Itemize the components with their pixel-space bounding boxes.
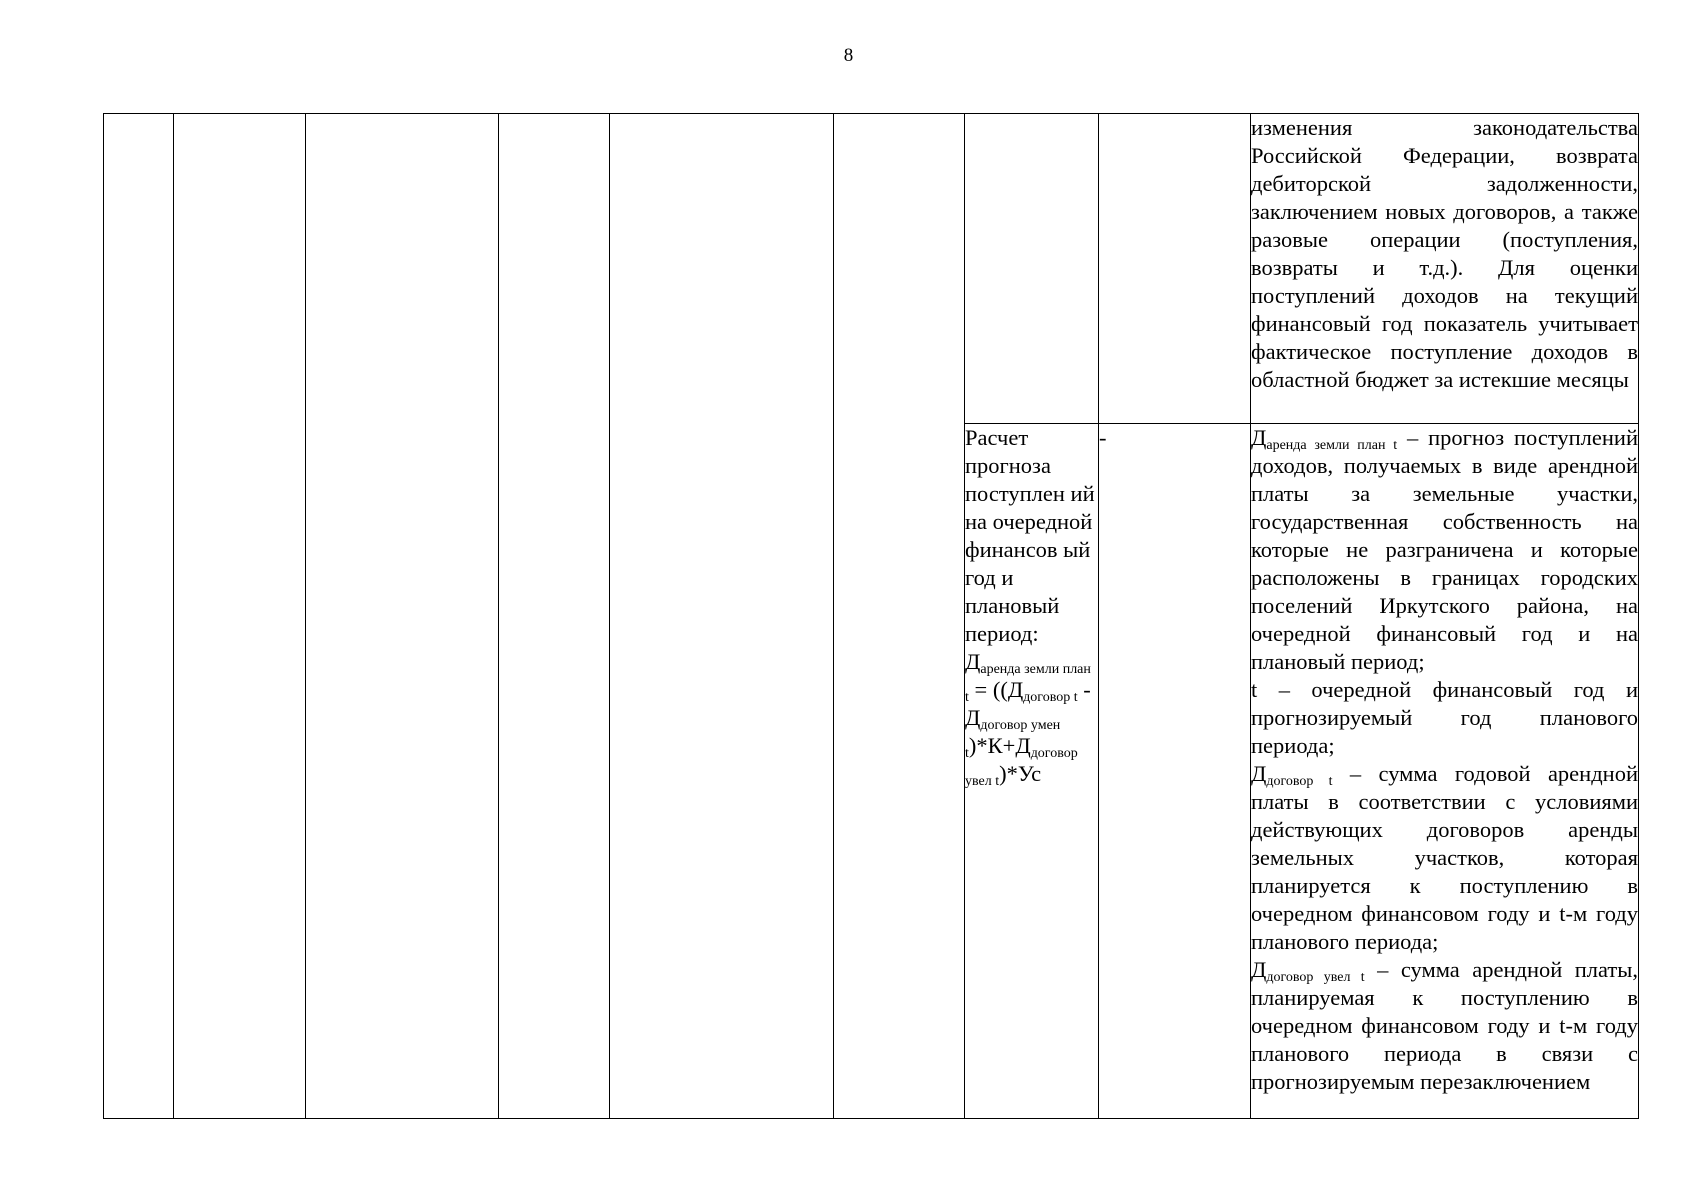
table-cell-empty <box>610 114 834 1119</box>
page-number: 8 <box>843 45 854 66</box>
definition-d-dogovor-uvel: $Д_{договор увел t}$ – сумма арендной платы, планируемая к поступлению в очередном финансовом году и t-м году планового периода в связи с прогнозируемым перезаключением <box>1251 957 1638 1094</box>
table-cell-empty <box>174 114 306 1119</box>
definitions-cell <box>1251 424 1639 1119</box>
description-text: изменения законодательства Российской Федерации, возврата дебиторской задолженности, заключением новых договоров, а также разовые операции (поступления, возвраты и т.д.). Для оценки поступлений доходов на текущий финансовый год показатель учитывает фактическое поступление доходов в областной бюджет за истекшие месяцы <box>1251 115 1638 392</box>
definition-d-dogovor: $Д_{договор t}$ – сумма годовой арендной платы в соответствии с условиями действующих договоров аренды земельных участков, которая планируется к поступлению в очередном финансовом году и t-м году планового периода; <box>1251 761 1638 954</box>
definition-d-arenda: $Д_{аренда земли план t}$ – прогноз поступлений доходов, получаемых в виде арендной платы за земельные участки, государственная собственность на которые не разграничена и которые расположены в границах городских поселений Иркутского района, на очередной финансовый год и на плановый период; <box>1251 425 1638 674</box>
dash-cell: - <box>1099 424 1251 1119</box>
table-cell-empty <box>306 114 499 1119</box>
table-row <box>104 114 1639 424</box>
method-text: Расчет прогноза поступлен ий на очередной финансов ый год и плановый период: <box>965 425 1095 646</box>
document-table <box>103 113 1639 1119</box>
table-cell-empty <box>1099 114 1251 424</box>
description-cell <box>1251 114 1639 424</box>
definition-t: t – очередной финансовый год и прогнозируемый год планового периода; <box>1251 677 1638 758</box>
table-cell-empty <box>834 114 965 1119</box>
calculation-method-cell <box>965 424 1099 1119</box>
table-cell-empty <box>965 114 1099 424</box>
table-cell-empty <box>499 114 610 1119</box>
table-cell-empty <box>104 114 174 1119</box>
formula: $Д_{аренда земли план t} = ((Д_{договор t} - Д_{договор умен t})*К+Д_{договор увел t})*Ус$ <box>965 649 1091 789</box>
